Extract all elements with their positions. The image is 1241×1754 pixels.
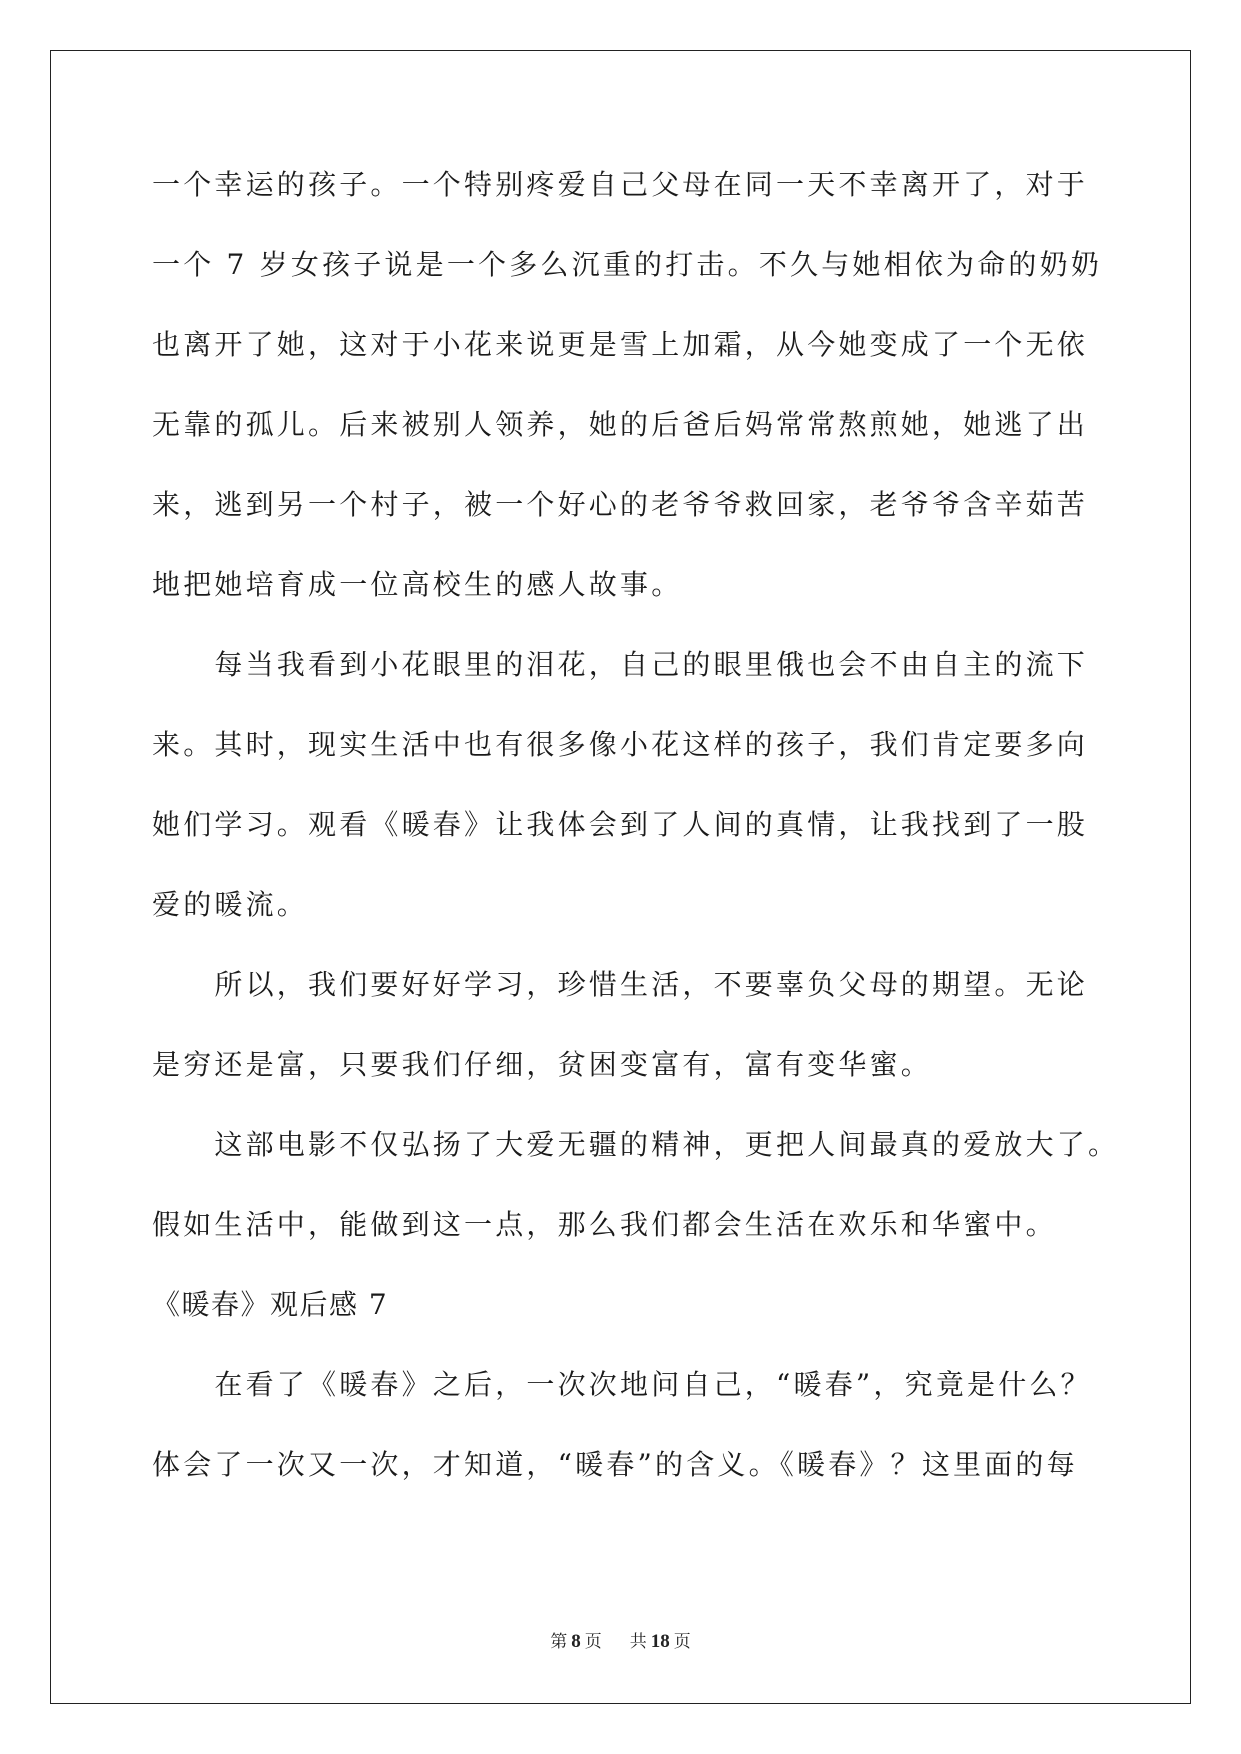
total-suffix: 页 xyxy=(673,1632,691,1652)
text-line: 所以，我们要好好学习，珍惜生活，不要辜负父母的期望。无论 xyxy=(152,968,1089,1001)
document-body xyxy=(152,150,1120,1510)
page-footer xyxy=(0,1627,1241,1653)
page-prefix: 第 xyxy=(550,1632,568,1652)
text-line: 她们学习。观看《暖春》让我体会到了人间的真情，让我找到了一股 xyxy=(152,808,1089,841)
total-prefix: 共 xyxy=(629,1632,647,1652)
text-line: 来，逃到另一个村子，被一个好心的老爷爷救回家，老爷爷含辛茹苦 xyxy=(152,488,1089,521)
page-number: 8 xyxy=(571,1631,581,1652)
text-line: 也离开了她，这对于小花来说更是雪上加霜，从今她变成了一个无依 xyxy=(152,328,1089,361)
text-line: 假如生活中，能做到这一点，那么我们都会生活在欢乐和华蜜中。 xyxy=(152,1208,1057,1241)
text-line: 来。其时，现实生活中也有很多像小花这样的孩子，我们肯定要多向 xyxy=(152,728,1089,761)
text-line: 一个 7 岁女孩子说是一个多么沉重的打击。不久与她相依为命的奶奶 xyxy=(152,248,1103,281)
section-heading: 《暖春》观后感 7 xyxy=(152,1288,389,1321)
page-suffix: 页 xyxy=(584,1632,602,1652)
text-line: 一个幸运的孩子。一个特别疼爱自己父母在同一天不幸离开了，对于 xyxy=(152,168,1089,201)
text-line: 爱的暖流。 xyxy=(152,888,309,921)
text-line: 地把她培育成一位高校生的感人故事。 xyxy=(152,568,683,601)
text-line: 每当我看到小花眼里的泪花，自己的眼里俄也会不由自主的流下 xyxy=(152,648,1089,681)
text-line: 体会了一次又一次，才知道，“暖春”的含义。《暖春》？这里面的每 xyxy=(152,1448,1078,1481)
text-line: 是穷还是富，只要我们仔细，贫困变富有，富有变华蜜。 xyxy=(152,1048,933,1081)
total-pages: 18 xyxy=(650,1631,670,1652)
text-line: 在看了《暖春》之后，一次次地问自己，“暖春”，究竟是什么？ xyxy=(152,1368,1092,1401)
text-line: 这部电影不仅弘扬了大爱无疆的精神，更把人间最真的爱放大了。 xyxy=(152,1128,1120,1161)
text-line: 无靠的孤儿。后来被别人领养，她的后爸后妈常常熬煎她，她逃了出 xyxy=(152,408,1089,441)
